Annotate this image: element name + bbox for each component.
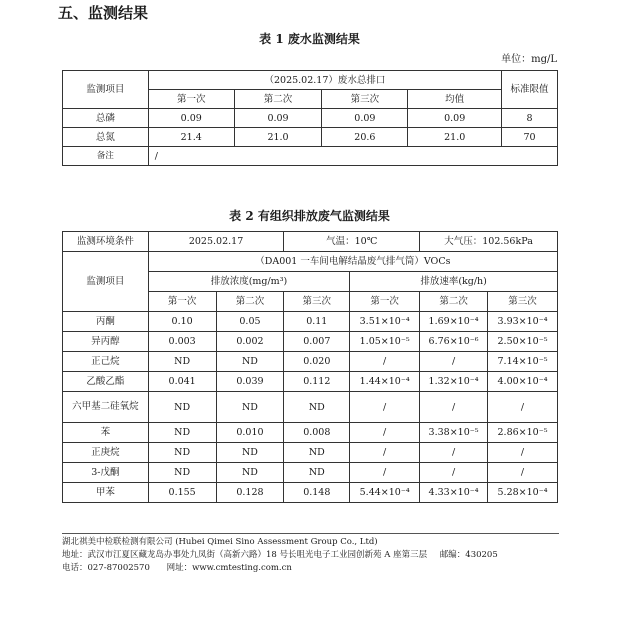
row-name: 苯 [63, 423, 149, 443]
cell: / [420, 443, 488, 463]
cell: ND [216, 392, 284, 423]
exhaust-gas-table [62, 231, 558, 503]
t2-rate-header: 排放速率(kg/h) [350, 272, 558, 292]
t2-env-label: 监测环境条件 [63, 232, 149, 252]
cell: ND [148, 463, 216, 483]
t2-col-header: 第三次 [284, 292, 350, 312]
cell: ND [284, 392, 350, 423]
cell: 4.33×10⁻⁴ [420, 483, 488, 503]
table2-title: 表 2 有组织排放废气监测结果 [229, 209, 390, 223]
footer-address: 地址：武汉市江夏区藏龙岛办事处九凤街（高新六路）18 号长咀光电子工业园创新苑 A 座第三层 [62, 550, 428, 560]
cell: / [350, 423, 420, 443]
t2-col-header: 第一次 [148, 292, 216, 312]
table-row [63, 312, 558, 332]
row-name: 甲苯 [63, 483, 149, 503]
cell: ND [216, 443, 284, 463]
cell: / [420, 392, 488, 423]
cell: 0.003 [148, 332, 216, 352]
table-row [63, 372, 558, 392]
t1-col-header: 第一次 [148, 90, 234, 109]
wastewater-table [62, 70, 558, 166]
row-name: 3-戊酮 [63, 463, 149, 483]
cell: 6.76×10⁻⁶ [420, 332, 488, 352]
cell: / [488, 443, 558, 463]
cell: 2.86×10⁻⁵ [488, 423, 558, 443]
t1-col-header: 均值 [408, 90, 502, 109]
cell: ND [216, 352, 284, 372]
cell: 3.93×10⁻⁴ [488, 312, 558, 332]
cell: 0.09 [234, 109, 322, 128]
cell: 0.09 [148, 109, 234, 128]
table1-title: 表 1 废水监测结果 [259, 32, 360, 46]
cell: 0.112 [284, 372, 350, 392]
cell: 0.002 [216, 332, 284, 352]
table-row [63, 352, 558, 372]
cell: 4.00×10⁻⁴ [488, 372, 558, 392]
cell: 0.09 [322, 109, 408, 128]
cell: 0.039 [216, 372, 284, 392]
t1-remark-label: 备注 [63, 147, 149, 166]
table-row [63, 332, 558, 352]
cell: 5.44×10⁻⁴ [350, 483, 420, 503]
cell: 0.007 [284, 332, 350, 352]
row-name: 乙酸乙酯 [63, 372, 149, 392]
t1-remark-value: / [148, 147, 557, 166]
cell: 70 [502, 128, 558, 147]
cell: / [350, 443, 420, 463]
cell: 20.6 [322, 128, 408, 147]
footer-website: 网址：www.cmtesting.com.cn [166, 563, 292, 573]
cell: ND [148, 352, 216, 372]
section-title: 五、监测结果 [58, 4, 149, 22]
cell: 8 [502, 109, 558, 128]
t2-conc-header: 排放浓度(mg/m³) [148, 272, 349, 292]
cell: 0.041 [148, 372, 216, 392]
cell: 1.44×10⁻⁴ [350, 372, 420, 392]
cell: ND [148, 443, 216, 463]
cell: ND [216, 463, 284, 483]
row-name: 异丙醇 [63, 332, 149, 352]
row-name: 六甲基二硅氧烷 [63, 392, 149, 423]
cell: 21.0 [234, 128, 322, 147]
row-name: 丙酮 [63, 312, 149, 332]
cell: 2.50×10⁻⁵ [488, 332, 558, 352]
cell: / [350, 352, 420, 372]
cell: 1.05×10⁻⁵ [350, 332, 420, 352]
cell: 0.09 [408, 109, 502, 128]
footer-address-line [62, 549, 562, 562]
t1-item-header: 监测项目 [63, 71, 149, 109]
row-name: 正庚烷 [63, 443, 149, 463]
cell: 0.008 [284, 423, 350, 443]
cell: ND [284, 443, 350, 463]
cell: / [350, 392, 420, 423]
t2-temp: 气温：10℃ [284, 232, 420, 252]
table-row [63, 392, 558, 423]
table-row [63, 109, 558, 128]
footer-contact-line [62, 562, 562, 575]
cell: ND [284, 463, 350, 483]
t1-standard-header: 标准限值 [502, 71, 558, 109]
cell: 1.69×10⁻⁴ [420, 312, 488, 332]
cell: 0.010 [216, 423, 284, 443]
table1-unit: 单位：mg/L [501, 54, 557, 65]
t2-col-header: 第二次 [420, 292, 488, 312]
t2-date: 2025.02.17 [148, 232, 284, 252]
cell: / [488, 392, 558, 423]
t2-source: （DA001 一车间电解结晶废气排气筒）VOCs [148, 252, 557, 272]
cell: 0.155 [148, 483, 216, 503]
cell: 0.05 [216, 312, 284, 332]
cell: 0.148 [284, 483, 350, 503]
cell: 0.10 [148, 312, 216, 332]
cell: / [420, 463, 488, 483]
t2-col-header: 第一次 [350, 292, 420, 312]
cell: 0.020 [284, 352, 350, 372]
cell: 7.14×10⁻⁵ [488, 352, 558, 372]
table-row [63, 483, 558, 503]
footer-divider [62, 533, 559, 534]
table-row [63, 423, 558, 443]
row-name: 总磷 [63, 109, 149, 128]
cell: 0.128 [216, 483, 284, 503]
cell: 3.51×10⁻⁴ [350, 312, 420, 332]
cell: 5.28×10⁻⁴ [488, 483, 558, 503]
table-row [63, 128, 558, 147]
t1-sample-point: （2025.02.17）废水总排口 [148, 71, 501, 90]
t1-col-header: 第二次 [234, 90, 322, 109]
t2-item-header: 监测项目 [63, 252, 149, 312]
cell: / [350, 463, 420, 483]
footer-postcode: 邮编：430205 [439, 550, 498, 560]
t2-pressure: 大气压：102.56kPa [420, 232, 558, 252]
table-row [63, 443, 558, 463]
t2-col-header: 第二次 [216, 292, 284, 312]
cell: 0.11 [284, 312, 350, 332]
cell: / [488, 463, 558, 483]
cell: ND [148, 423, 216, 443]
t2-col-header: 第三次 [488, 292, 558, 312]
footer-company: 湖北祺美中检联检测有限公司 (Hubei Qimei Sino Assessment Group Co., Ltd) [62, 537, 378, 547]
row-name: 正己烷 [63, 352, 149, 372]
cell: 21.0 [408, 128, 502, 147]
cell: ND [148, 392, 216, 423]
table-row [63, 463, 558, 483]
cell: 3.38×10⁻⁵ [420, 423, 488, 443]
cell: 21.4 [148, 128, 234, 147]
cell: 1.32×10⁻⁴ [420, 372, 488, 392]
footer-phone: 电话：027-87002570 [62, 563, 150, 573]
t1-col-header: 第三次 [322, 90, 408, 109]
footer [62, 536, 562, 575]
row-name: 总氮 [63, 128, 149, 147]
cell: / [420, 352, 488, 372]
